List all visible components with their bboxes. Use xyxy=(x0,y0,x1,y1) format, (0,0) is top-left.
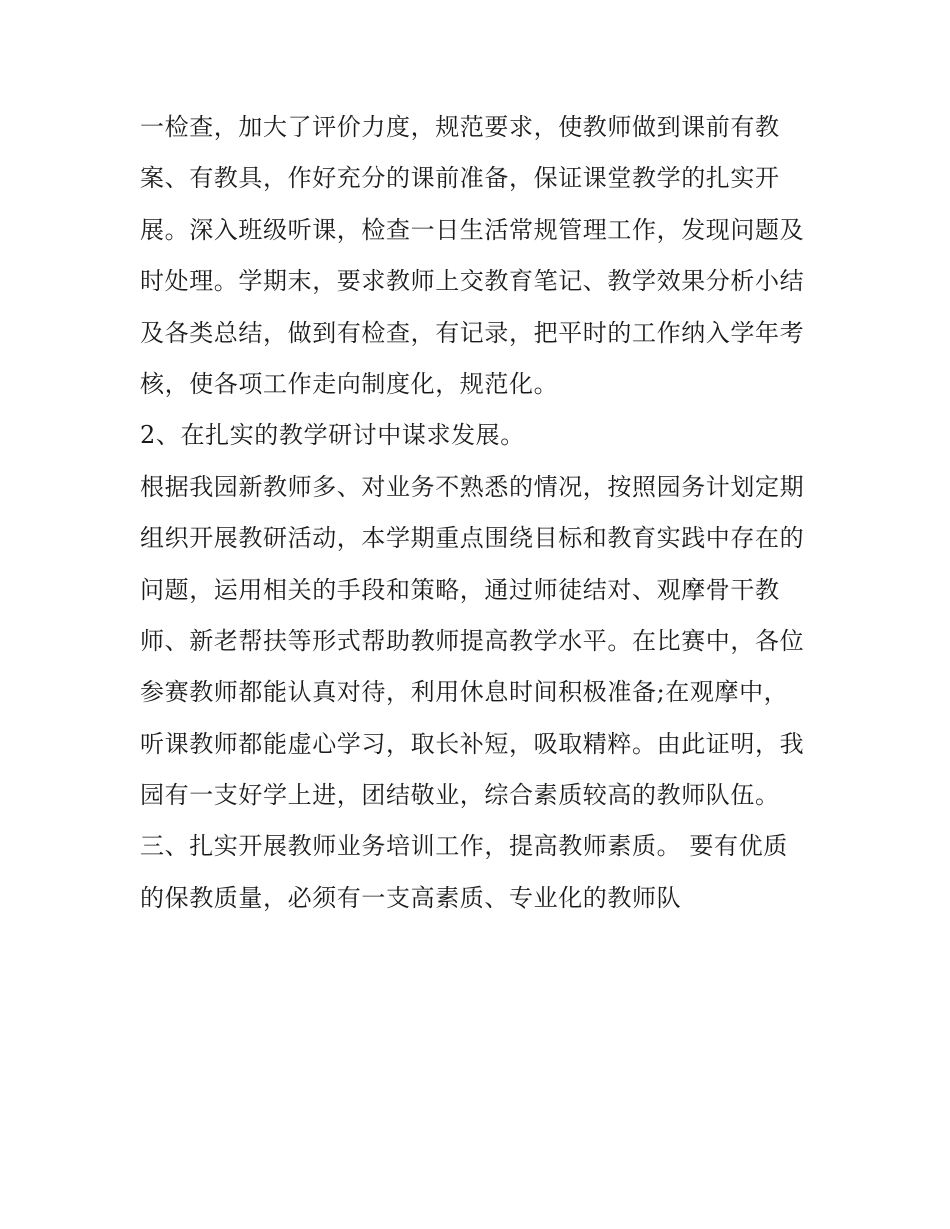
text-line: 根据我园新教师多、对业务不熟悉的情况，按照园务计划定期 xyxy=(140,472,805,501)
text-line: 参赛教师都能认真对待，利用休息时间积极准备;在观摩中， xyxy=(140,678,789,707)
text-line: 的保教质量，必须有一支高素质、专业化的教师队 xyxy=(140,883,682,912)
text-line: 问题，运用相关的手段和策略，通过师徒结对、观摩骨干教 xyxy=(140,575,780,604)
section-heading: 三、扎实开展教师业务培训工作，提高教师素质。 要有优质 xyxy=(140,832,788,861)
text-line: 核，使各项工作走向制度化，规范化。 xyxy=(140,369,559,398)
text-line: 一检查，加大了评价力度，规范要求，使教师做到课前有教 xyxy=(140,113,780,141)
text-line: 师、新老帮扶等形式帮助教师提高教学水平。在比赛中，各位 xyxy=(140,626,805,655)
text-line: 展。深入班级听课，检查一日生活常规管理工作，发现问题及 xyxy=(140,215,805,244)
text-line: 及各类总结，做到有检查，有记录，把平时的工作纳入学年考 xyxy=(140,318,805,347)
text-line: 案、有教具，作好充分的课前准备，保证课堂教学的扎实开 xyxy=(140,164,780,193)
text-line: 园有一支好学上进，团结敬业，综合素质较高的教师队伍。 xyxy=(140,781,780,810)
text-line: 听课教师都能虚心学习，取长补短，吸取精粹。由此证明，我 xyxy=(140,729,805,758)
section-heading: 2、在扎实的教学研讨中谋求发展。 xyxy=(140,421,525,450)
text-line: 时处理。学期末，要求教师上交教育笔记、教学效果分析小结 xyxy=(140,267,805,296)
body-text xyxy=(140,108,830,930)
text-line: 组织开展教研活动，本学期重点围绕目标和教育实践中存在的 xyxy=(140,524,805,553)
